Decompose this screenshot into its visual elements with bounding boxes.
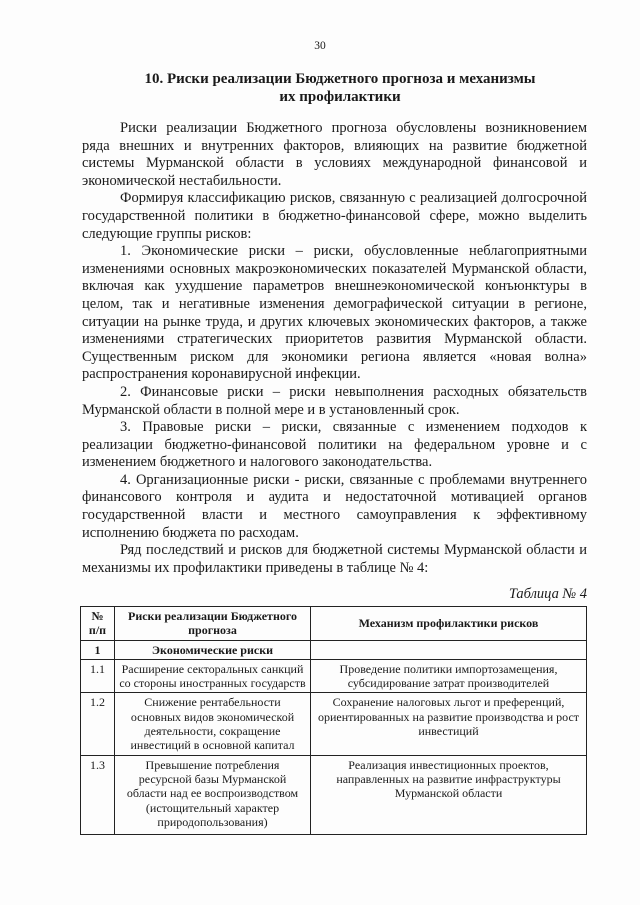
page-number: 30 — [314, 40, 326, 52]
row-num: 1.1 — [81, 659, 115, 693]
row-risk: Расширение секторальных санкций со стороны иностранных государств — [115, 659, 311, 693]
group-label: Экономические риски — [115, 640, 311, 659]
group-empty-cell — [311, 640, 587, 659]
row-mechanism: Сохранение налоговых льгот и преференций, ориентированных на развитие производства и рост инвестиций — [311, 693, 587, 755]
group-num: 1 — [81, 640, 115, 659]
paragraph-intro: Риски реализации Бюджетного прогноза обусловлены возникновением ряда внешних и внутренних факторов, влияющих на развитие бюджетной системы Мурманской области в условиях международной финансовой и экономической нестабильности. — [82, 120, 587, 189]
paragraph-classification: Формируя классификацию рисков, связанную с реализацией долгосрочной государственной политики в бюджетно-финансовой сфере, можно выделить следующие группы рисков: — [82, 190, 587, 242]
header-mechanism: Механизм профилактики рисков — [311, 607, 587, 641]
paragraph-economic-risks: 1. Экономические риски – риски, обусловленные неблагоприятными изменениями основных макроэкономических показателей Мурманской области, включая как ухудшение параметров внешнеэкономической конъюнктуры в целом, так и негативные изменения демографической ситуации в регионе, ситуации на рынке труда, и других ключевых экономических факторов, а также изменениями стратегических приоритетов развития Мурманской области. Существенным риском для экономики региона является «новая волна» распространения коронавирусной инфекции. — [82, 243, 587, 383]
table-row — [81, 755, 587, 834]
row-risk: Превышение потребления ресурсной базы Мурманской области над ее воспроизводством (истощительный характер природопользования) — [115, 755, 311, 834]
section-title-line-1: 10. Риски реализации Бюджетного прогноза и механизмы — [144, 71, 536, 87]
header-risk: Риски реализации Бюджетного прогноза — [115, 607, 311, 641]
paragraph-legal-risks: 3. Правовые риски – риски, связанные с изменением подходов к реализации бюджетно-финансовой политики на федеральном уровне и с изменением бюджетного и налогового законодательства. — [82, 419, 587, 471]
paragraph-table-reference: Ряд последствий и рисков для бюджетной системы Мурманской области и механизмы их профилактики приведены в таблице № 4: — [82, 542, 587, 576]
table-row — [81, 659, 587, 693]
section-title — [90, 70, 590, 106]
paragraph-organizational-risks: 4. Организационные риски - риски, связанные с проблемами внутреннего финансового контроля и аудита и недостаточной мотивацией органов государственной власти и местного самоуправления к эффективному исполнению бюджета по расходам. — [82, 471, 587, 541]
body-text — [82, 120, 587, 577]
row-risk: Снижение рентабельности основных видов экономической деятельности, сокращение инвестиций в основной капитал — [115, 693, 311, 755]
row-num: 1.2 — [81, 693, 115, 755]
header-num: № п/п — [81, 607, 115, 641]
row-mechanism: Проведение политики импортозамещения, субсидирование затрат производителей — [311, 659, 587, 693]
section-title-line-2: их профилактики — [279, 89, 401, 105]
risk-table — [80, 606, 587, 835]
table-group-row — [81, 640, 587, 659]
table-row — [81, 693, 587, 755]
table-header-row — [81, 607, 587, 641]
row-num: 1.3 — [81, 755, 115, 834]
table-caption: Таблица № 4 — [508, 586, 587, 602]
row-mechanism: Реализация инвестиционных проектов, направленных на развитие инфраструктуры Мурманской области — [311, 755, 587, 834]
paragraph-financial-risks: 2. Финансовые риски – риски невыполнения расходных обязательств Мурманской области в полной мере и в установленный срок. — [82, 383, 587, 418]
